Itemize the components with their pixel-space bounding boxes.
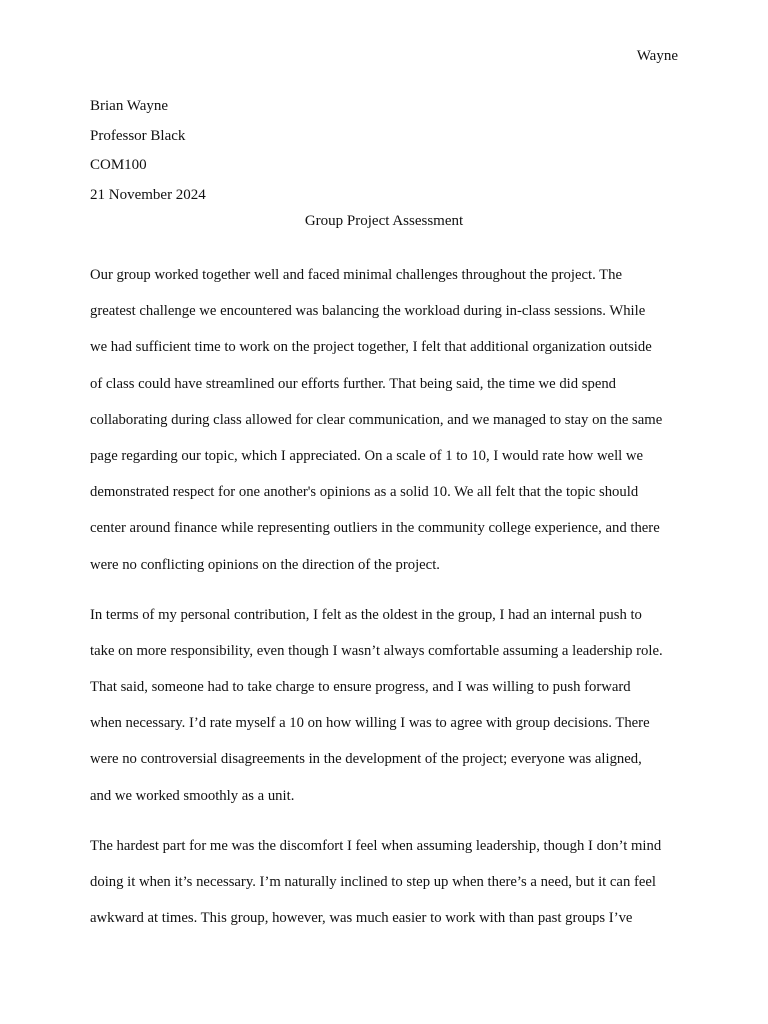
mla-heading <box>90 92 206 210</box>
paragraph <box>90 828 678 937</box>
course-code: COM100 <box>90 157 147 173</box>
text-line: of class could have streamlined our efforts further. That being said, the time we did spend <box>90 375 617 392</box>
text-line: In terms of my personal contribution, I felt as the oldest in the group, I had an internal push to <box>90 606 642 623</box>
text-line: were no controversial disagreements in the development of the project; everyone was aligned, <box>90 751 642 768</box>
text-line: page regarding our topic, which I appreciated. On a scale of 1 to 10, I would rate how well we <box>90 447 644 464</box>
student-name: Brian Wayne <box>90 98 169 114</box>
submission-date: 21 November 2024 <box>90 186 206 203</box>
text-line: Our group worked together well and faced minimal challenges throughout the project. The <box>90 267 622 283</box>
document-title: Group Project Assessment <box>304 213 464 229</box>
text-line: doing it when it’s necessary. I’m naturally inclined to step up when there’s a need, but it can feel <box>90 874 656 890</box>
text-line: when necessary. I’d rate myself a 10 on how willing I was to agree with group decisions. There <box>90 715 650 732</box>
paragraph <box>90 257 678 583</box>
paragraph <box>90 597 678 814</box>
text-line: greatest challenge we encountered was balancing the workload during in-class sessions. While <box>90 303 646 320</box>
text-line: demonstrated respect for one another's opinions as a solid 10. We all felt that the topic should <box>90 484 639 501</box>
text-line: were no conflicting opinions on the direction of the project. <box>90 556 440 573</box>
text-line: collaborating during class allowed for clear communication, and we managed to stay on the same <box>90 411 663 428</box>
text-line: take on more responsibility, even though I wasn’t always comfortable assuming a leadership role. <box>90 642 663 659</box>
instructor-name: Professor Black <box>90 127 186 144</box>
text-line: center around finance while representing outliers in the community college experience, and there <box>90 520 660 537</box>
text-line: we had sufficient time to work on the project together, I felt that additional organization outside <box>90 339 652 356</box>
body-text <box>90 257 678 950</box>
text-line: The hardest part for me was the discomfort I feel when assuming leadership, though I don’t mind <box>90 837 662 854</box>
running-head: Wayne <box>636 48 678 64</box>
text-line: That said, someone had to take charge to ensure progress, and I was willing to push forward <box>90 679 631 696</box>
text-line: awkward at times. This group, however, was much easier to work with than past groups I’ve <box>90 910 633 927</box>
text-line: and we worked smoothly as a unit. <box>90 787 295 804</box>
